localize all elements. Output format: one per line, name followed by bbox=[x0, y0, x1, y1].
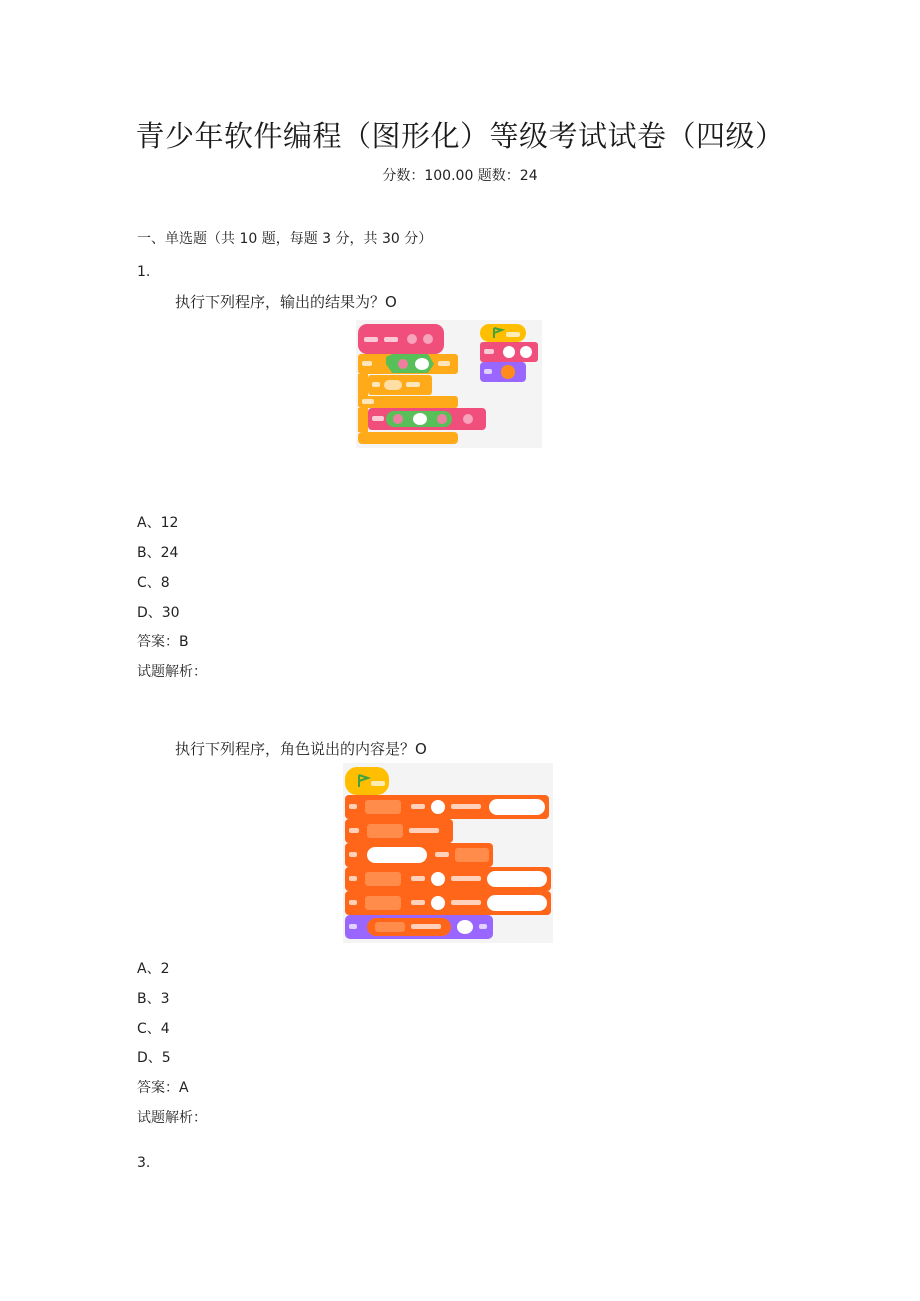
question-3-number: 3. bbox=[137, 1155, 151, 1171]
question-2-analysis: 试题解析： bbox=[137, 1110, 207, 1126]
question-1-analysis: 试题解析： bbox=[137, 664, 207, 680]
question-1-code-image bbox=[356, 320, 542, 448]
question-2-option-b: B、3 bbox=[137, 991, 170, 1007]
question-2-prompt: 执行下列程序，角色说出的内容是？O bbox=[175, 740, 427, 758]
question-2-answer: 答案：A bbox=[137, 1080, 189, 1096]
question-1-option-d: D、30 bbox=[137, 605, 180, 621]
question-2-option-d: D、5 bbox=[137, 1050, 171, 1066]
question-1-answer: 答案：B bbox=[137, 634, 189, 650]
question-1-prompt: 执行下列程序，输出的结果为？O bbox=[175, 293, 397, 311]
section-heading: 一、单选题（共 10 题，每题 3 分，共 30 分） bbox=[137, 231, 433, 247]
question-2-option-c: C、4 bbox=[137, 1021, 170, 1037]
question-1-option-b: B、24 bbox=[137, 545, 179, 561]
question-2-code-image bbox=[343, 763, 553, 943]
score-count-line: 分数：100.00 题数：24 bbox=[382, 168, 538, 184]
question-1-number: 1. bbox=[137, 264, 151, 280]
question-1-option-c: C、8 bbox=[137, 575, 170, 591]
page-title: 青少年软件编程（图形化）等级考试试卷（四级） bbox=[135, 119, 785, 153]
question-1-option-a: A、12 bbox=[137, 515, 179, 531]
question-2-option-a: A、2 bbox=[137, 961, 170, 977]
